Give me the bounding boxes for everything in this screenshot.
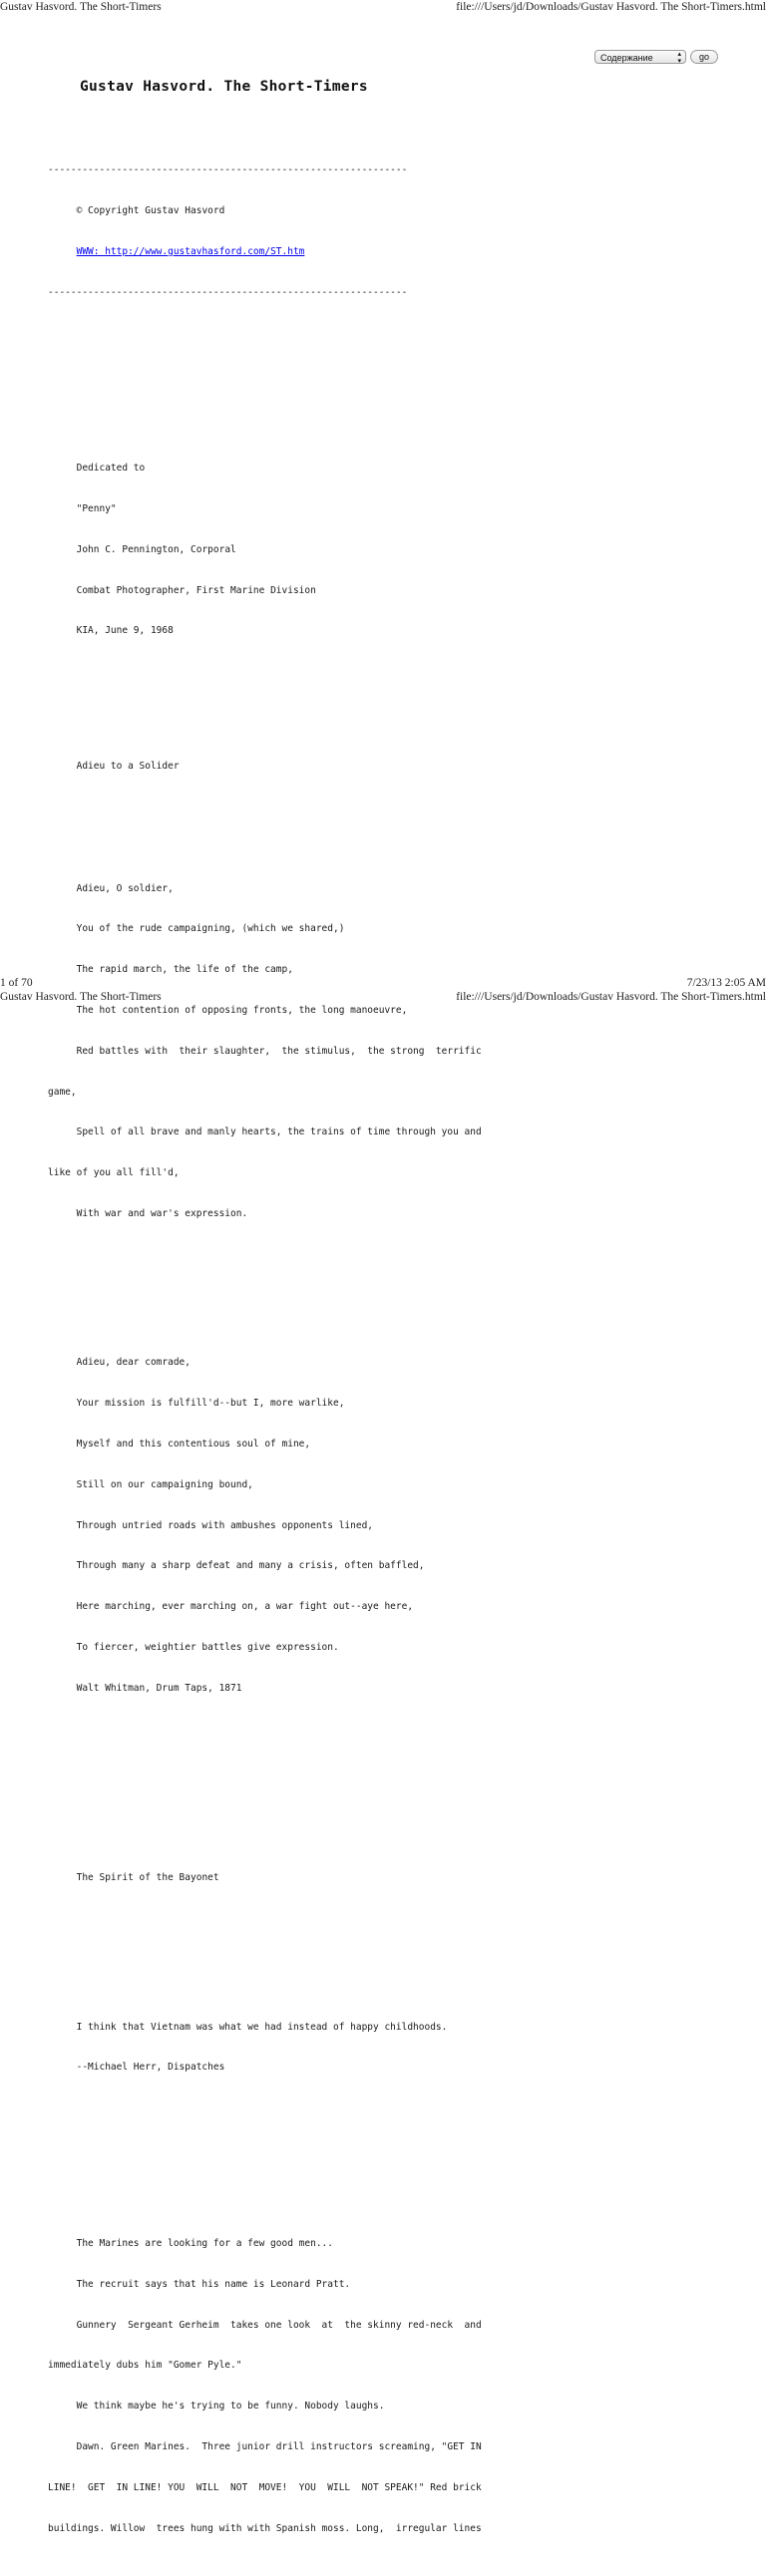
poem-line: Through many a sharp defeat and many a crisis, often baffled, [48, 1560, 425, 1572]
poem-line: Walt Whitman, Drum Taps, 1871 [48, 1682, 242, 1694]
dedication-line: Combat Photographer, First Marine Division [76, 584, 316, 596]
print-header-url: file:///Users/jd/Downloads/Gustav Hasvord. The Short-Timers.html [456, 1, 766, 13]
narrative-line: The Marines are looking for a few good men... [48, 2238, 333, 2250]
dedication-line: "Penny" [76, 503, 117, 515]
print-footer-url: file:///Users/jd/Downloads/Gustav Hasvord. The Short-Timers.html [456, 991, 766, 1003]
narrative-line: LINE! GET IN LINE! YOU WILL NOT MOVE! YOU WILL NOT SPEAK!" Red brick [48, 2481, 482, 2493]
print-header-title: Gustav Hasvord. The Short-Timers [0, 1, 162, 13]
poem-line: game, [48, 1086, 77, 1098]
epigraph [48, 1993, 497, 2101]
copyright-rule-bottom: --------------------------------------------------------------- [48, 286, 408, 298]
poem-line: Adieu, O soldier, [48, 882, 174, 894]
poem-line: Myself and this contentious soul of mine, [48, 1439, 311, 1449]
narrative-line: buildings. Willow trees hung with with Spanish moss. Long, irregular lines [48, 2522, 482, 2534]
poem-line: Here marching, ever marching on, a war fight out--aye here, [48, 1601, 414, 1613]
document-title: Gustav Hasvord. The Short-Timers [80, 79, 368, 95]
narrative [48, 2210, 497, 2562]
epigraph-line: I think that Vietnam was what we had instead of happy childhoods. [48, 2021, 448, 2033]
poem-line: The rapid march, the life of the camp, [48, 964, 293, 976]
narrative-line: The recruit says that his name is Leonard Pratt. [48, 2278, 351, 2290]
copyright-text: © Copyright Gustav Hasvord [76, 204, 225, 216]
epigraph-line: --Michael Herr, Dispatches [48, 2062, 225, 2074]
toc-select[interactable] [594, 50, 686, 64]
up-down-arrows-icon: ▴ ▾ [677, 51, 681, 65]
print-datetime: 7/23/13 2:05 AM [686, 977, 766, 989]
poem-line: The hot contention of opposing fronts, the long manoeuvre, [48, 1005, 408, 1016]
page-number: 1 of 70 [0, 977, 33, 989]
print-footer-title: Gustav Hasvord. The Short-Timers [0, 991, 162, 1003]
toc-select-value: Содержание [600, 53, 653, 63]
dedication-line: John C. Pennington, Corporal [76, 543, 236, 555]
narrative-line: Gunnery Sergeant Gerheim takes one look at the skinny red-neck and [48, 2319, 482, 2331]
poem-stanza-1 [48, 854, 497, 1247]
poem-line: Adieu, dear comrade, [48, 1357, 191, 1369]
print-footer-top [0, 976, 766, 990]
toc-form [594, 50, 718, 66]
poem-line: You of the rude campaigning, (which we shared,) [48, 923, 345, 935]
poem-line: Red battles with their slaughter, the stimulus, the strong terrific [48, 1045, 482, 1057]
poem-line: Spell of all brave and manly hearts, the trains of time through you and [48, 1127, 482, 1138]
poem-line: Your mission is fulfill'd--but I, more warlike, [48, 1398, 345, 1410]
dedication-line: KIA, June 9, 1968 [76, 625, 174, 637]
poem-line: Through untried roads with ambushes opponents lined, [48, 1519, 374, 1531]
poem-stanza-2 [48, 1329, 497, 1722]
narrative-line: Dawn. Green Marines. Three junior drill instructors screaming, "GET IN [48, 2440, 482, 2452]
go-button[interactable]: go [690, 50, 718, 64]
poem-line: like of you all fill'd, [48, 1167, 180, 1179]
poem-line: Still on our campaigning bound, [48, 1478, 253, 1490]
www-link[interactable]: WWW: http://www.gustavhasford.com/ST.htm [76, 245, 305, 257]
section-title: The Spirit of the Bayonet [76, 1872, 219, 1883]
www-line [48, 245, 497, 259]
copyright-line [48, 204, 497, 218]
poem-title: Adieu to a Solider [76, 761, 180, 773]
document-body [48, 137, 497, 2576]
copyright-rule-top: --------------------------------------------------------------- [48, 164, 408, 176]
poem-line: To fiercer, weightier battles give expression. [48, 1641, 339, 1653]
narrative-line: We think maybe he's trying to be funny. Nobody laughs. [48, 2401, 385, 2413]
print-header [0, 0, 766, 14]
narrative-line: immediately dubs him "Gomer Pyle." [48, 2360, 242, 2372]
dedication-block [48, 435, 497, 665]
print-footer-bottom [0, 990, 766, 1004]
poem-line: With war and war's expression. [48, 1207, 248, 1219]
dedication-line: Dedicated to [76, 463, 146, 475]
